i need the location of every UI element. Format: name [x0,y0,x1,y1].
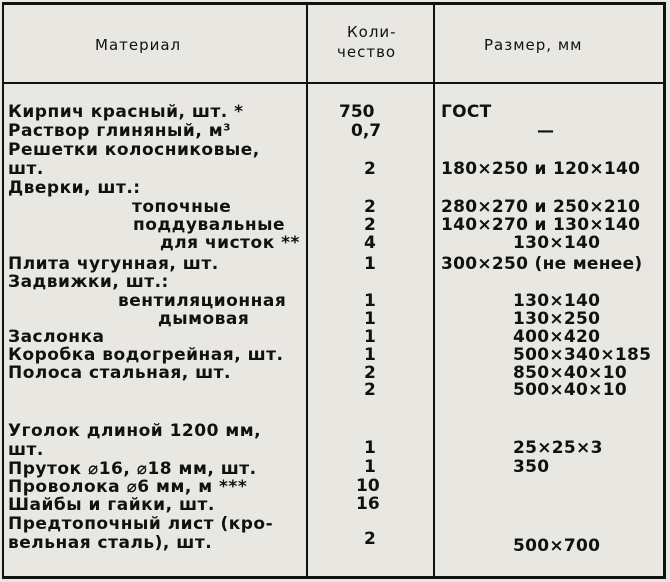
table-row-quantity: 1 [364,345,376,365]
table-row-size: 130×140 [513,233,601,253]
table-row-material: Задвижки, шт.: [8,272,169,292]
column-divider-2 [433,2,435,576]
table-row-quantity: 2 [364,159,376,179]
table-row-size: 130×250 [513,309,601,329]
table-row-size: 350 [513,457,550,477]
table-row-size: 140×270 и 130×140 [441,215,641,235]
table-row-material: Уголок длиной 1200 мм, [8,421,262,441]
table-row-size: 25×25×3 [513,438,603,458]
table-row-quantity: 2 [364,529,376,549]
table-row-material: Шайбы и гайки, шт. [8,495,215,515]
table-row-material: Дверки, шт.: [8,178,141,198]
table-row-material: вентиляционная [118,291,287,311]
table-row-quantity: 1 [364,309,376,329]
header-divider [2,82,666,84]
table-row-quantity: 2 [364,380,376,400]
table-row-quantity: 2 [364,215,376,235]
table-row-material: Предтопочный лист (кро- [8,514,274,534]
table-row-quantity: 10 [356,476,380,496]
table-row-size: 180×250 и 120×140 [441,159,641,179]
table-row-material: Плита чугунная, шт. [8,254,219,274]
table-row-quantity: 1 [364,457,376,477]
table-row-material: шт. [8,159,44,179]
table-row-material: поддувальные [133,215,286,235]
table-row-size: — [537,121,555,141]
table-row-quantity: 0,7 [351,121,382,141]
table-row-size: 500×700 [513,536,601,556]
header-material: Материал [95,36,182,54]
table-row-size: ГОСТ [441,102,492,122]
header-size: Размер, мм [484,36,583,54]
table-row-material: дымовая [158,309,250,329]
table-row-size: 130×140 [513,291,601,311]
table-row-quantity: 1 [364,291,376,311]
table-row-quantity: 16 [356,494,380,514]
table-row-material: топочные [132,197,232,217]
column-divider-1 [306,2,308,576]
table-row-material: вельная сталь), шт. [8,533,213,553]
table-row-material: для чисток ** [160,233,300,253]
bottom-rule [2,576,666,579]
table-row-quantity: 750 [339,102,375,122]
table-row-quantity: 2 [364,363,376,383]
table-row-quantity: 4 [364,233,376,253]
table-row-size: 400×420 [513,327,601,347]
table-row-size: 500×340×185 [513,345,652,365]
table-row-quantity: 1 [364,438,376,458]
table-row-material: Решетки колосниковые, [8,140,260,160]
header-quantity-line1: Коли- [347,23,397,41]
table-row-size: 300×250 (не менее) [441,254,643,274]
table-row-material: Проволока ⌀6 мм, м *** [8,477,248,497]
table-row-quantity: 1 [364,327,376,347]
table-row-material: Полоса стальная, шт. [8,363,231,383]
table-row-material: Раствор глиняный, м³ [8,121,232,141]
table-row-size: 280×270 и 250×210 [441,197,641,217]
table-row-quantity: 2 [364,197,376,217]
table-row-material: Заслонка [8,327,105,347]
header-quantity-line2: чество [337,43,397,61]
table-row-quantity: 1 [364,254,376,274]
table-row-size: 500×40×10 [513,380,627,400]
table-row-material: Кирпич красный, шт. * [8,102,244,122]
table-row-material: шт. [8,440,44,460]
table-row-material: Коробка водогрейная, шт. [8,345,284,365]
table-row-size: 850×40×10 [513,363,627,383]
table-row-material: Пруток ⌀16, ⌀18 мм, шт. [8,459,257,479]
